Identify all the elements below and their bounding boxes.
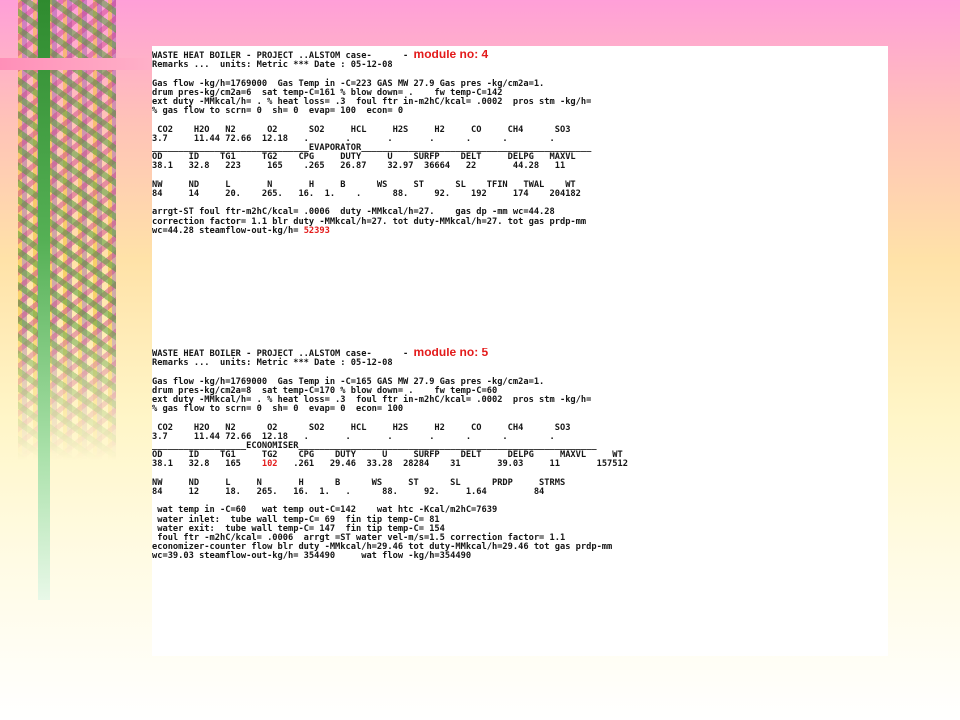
- module-4-block: [152, 50, 888, 236]
- decorative-vertical-bar: [38, 0, 50, 600]
- module-5-body: Remarks ... units: Metric *** Date : 05-12-08 Gas flow -kg/h=1769000 Gas Temp in -C=165 GAS MW 27.9 Gas pres -kg/cm2a=1. drum pres-kg/cm2a=8 sat temp-C=170 % blow down= . fw temp-C=60 ext duty -MMkcal/h= . % heat loss= .3 foul ftr in-m2hC/kcal= .0002 pros stm -kg/h= % gas flow to scrn= 0 sh= 0 evap= 0 econ= 100 CO2 H2O N2 O2 SO2 HCL H2S H2 CO CH4 SO3 3.7 11.44 72.66 12.18 . . . . . . . __________________ECONOMISER_________________________________________________________ OD ID TG1 TG2 CPG DUTY U SURFP DELT DELPG MAXVL WT: [152, 358, 623, 461]
- module-4-label: module no: 4: [413, 50, 489, 61]
- decorative-horizontal-bar: [0, 58, 150, 70]
- module-5-label: module no: 5: [413, 348, 489, 359]
- module-4-steam-value: 52393: [303, 225, 330, 236]
- report-document: [152, 46, 888, 656]
- module-4-title: WASTE HEAT BOILER - PROJECT ..ALSTOM case- -: [152, 51, 409, 61]
- module-5-row-prefix: 38.1 32.8 165: [152, 459, 262, 470]
- module-5-block: [152, 348, 888, 562]
- module-5-body-bottom: NW ND L N H B WS ST SL PRDP STRMS 84 12 18. 265. 16. 1. . 88. 92. 1.64 84 wat temp in -C=60 wat temp out-C=142 wat htc -Kcal/m2hC=7639 water inlet: tube wall temp-C= 69 fin tip temp-C= 81 water exit: tube wall temp-C= 147 fin tip temp-C= 154 foul ftr -m2hC/kcal= .0006 arrgt =ST water vel-m/s=1.5 correction factor= 1.1 economizer-counter flow blr duty -MMkcal/h=29.46 tot duty-MMkcal/h=29.46 tot gas prdp-mm wc=39.03 steamflow-out-kg/h= 354490 wat flow -kg/h=354490: [152, 477, 613, 562]
- module-5-row-suffix: .261 29.46 33.28 28284 31 39.03 11 157512: [277, 459, 628, 470]
- module-4-steam-prefix: wc=44.28 steamflow-out-kg/h=: [152, 225, 299, 236]
- module-5-row-highlight: 102: [261, 459, 278, 470]
- module-5-title: WASTE HEAT BOILER - PROJECT ..ALSTOM case- -: [152, 349, 409, 359]
- module-4-body: Remarks ... units: Metric *** Date : 05-12-08 Gas flow -kg/h=1769000 Gas Temp in -C=223 GAS MW 27.9 Gas pres -kg/cm2a=1. drum pres-kg/cm2a=6 sat temp-C=161 % blow down= . fw temp-C=142 ext duty -MMkcal/h= . % heat loss= .3 foul ftr in-m2hC/kcal= .0002 pros stm -kg/h= % gas flow to scrn= 0 sh= 0 evap= 100 econ= 0 CO2 H2O N2 O2 SO2 HCL H2S H2 CO CH4 SO3 3.7 11.44 72.66 12.18 . . . . . . . ______________________________EVAPORATOR____________________________________________ OD ID TG1 TG2 CPG DUTY U SURFP DELT DELPG MAXVL 38.1 32.8 223 165 .265 26.87 32.97 36664 22 44.28 11 NW ND L N H B WS ST SL TFIN TWAL WT 84 14 20. 265. 16. 1. . 88. 92. 192 174 204182 arrgt-ST foul ftr-m2hC/kcal= .0006 duty -MMkcal/h=27. gas dp -mm wc=44.28 correction factor= 1.1 blr duty -MMkcal/h=27. tot duty-MMkcal/h=27. tot gas prdp-mm: [152, 60, 592, 227]
